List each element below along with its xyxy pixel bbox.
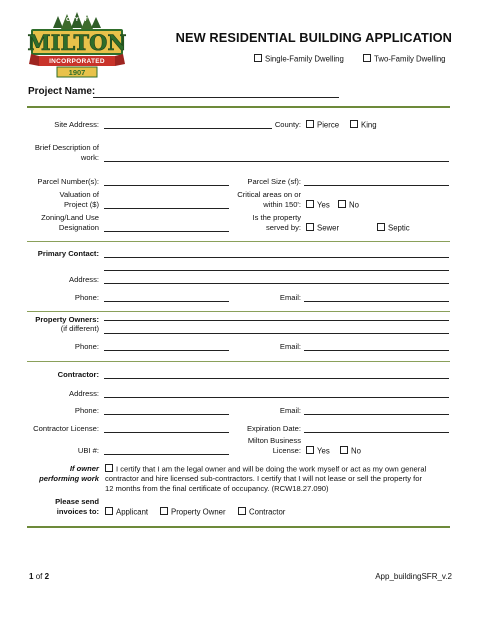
page-title: NEW RESIDENTIAL BUILDING APPLICATION <box>175 30 452 45</box>
checkbox-icon[interactable] <box>377 223 385 231</box>
option-single-family[interactable]: Single-Family Dwelling <box>254 54 344 64</box>
logo-city-of: CITY OF <box>66 17 88 23</box>
page-number: 1 of 2 <box>29 572 50 581</box>
parcel-number-field[interactable] <box>104 185 229 186</box>
project-name-label: Project Name: <box>28 86 96 97</box>
property-owners-label-1: Property Owners: <box>35 315 99 324</box>
divider <box>27 311 450 312</box>
milton-license-label-2: License: <box>272 446 301 455</box>
critical-no-option[interactable]: No <box>338 200 359 210</box>
checkbox-icon[interactable] <box>306 223 314 231</box>
contractor-phone-label: Phone: <box>74 406 99 415</box>
primary-email-label: Email: <box>279 293 301 302</box>
zoning-field[interactable] <box>104 231 229 232</box>
owner-certification[interactable] <box>105 464 451 493</box>
primary-address-field-2[interactable] <box>104 283 449 284</box>
option-two-family[interactable]: Two-Family Dwelling <box>363 54 446 64</box>
parcel-number-label: Parcel Number(s): <box>37 177 99 186</box>
primary-email-field[interactable] <box>304 301 449 302</box>
city-logo <box>27 12 127 78</box>
expiration-date-field[interactable] <box>304 432 449 433</box>
milton-license-yes-option[interactable]: Yes <box>306 446 330 456</box>
owners-phone-label: Phone: <box>74 342 99 351</box>
invoice-contractor-option[interactable]: Contractor <box>238 507 285 517</box>
logo-year: 1907 <box>68 67 86 77</box>
critical-areas-label-2: within 150': <box>263 200 301 209</box>
invoice-property-owner-option[interactable]: Property Owner <box>160 507 226 517</box>
critical-yes-option[interactable]: Yes <box>306 200 330 210</box>
contractor-license-field[interactable] <box>104 432 229 433</box>
primary-address-label: Address: <box>69 275 99 284</box>
parcel-size-label: Parcel Size (sf): <box>247 177 301 186</box>
divider <box>27 361 450 362</box>
county-pierce-option[interactable]: Pierce <box>306 120 339 130</box>
checkbox-icon[interactable] <box>350 120 358 128</box>
zoning-label-2: Designation <box>58 223 99 232</box>
contractor-email-field[interactable] <box>304 414 449 415</box>
checkbox-icon[interactable] <box>338 200 346 208</box>
checkbox-icon[interactable] <box>238 507 246 515</box>
county-king-option[interactable]: King <box>350 120 377 130</box>
owner-certification-line-1: I certify that I am the legal owner and will be doing the work myself or act as my own general <box>105 464 451 474</box>
contractor-label: Contractor: <box>57 370 99 379</box>
ubi-label: UBI #: <box>77 446 99 455</box>
primary-phone-label: Phone: <box>74 293 99 302</box>
served-by-label-2: served by: <box>265 223 301 232</box>
valuation-label-1: Valuation of <box>59 190 99 199</box>
checkbox-icon[interactable] <box>254 54 262 62</box>
primary-contact-field[interactable] <box>104 257 449 258</box>
primary-phone-field[interactable] <box>104 301 229 302</box>
contractor-address-field[interactable] <box>104 397 449 398</box>
brief-description-field[interactable] <box>104 161 449 162</box>
checkbox-icon[interactable] <box>363 54 371 62</box>
invoice-applicant-option[interactable]: Applicant <box>105 507 148 517</box>
zoning-label-1: Zoning/Land Use <box>41 213 99 222</box>
contractor-field[interactable] <box>104 378 449 379</box>
brief-description-label-2: work: <box>80 153 99 162</box>
divider <box>27 241 450 242</box>
valuation-label-2: Project ($) <box>63 200 99 209</box>
checkbox-icon[interactable] <box>105 507 113 515</box>
invoices-label-1: Please send <box>55 497 99 506</box>
contractor-email-label: Email: <box>279 406 301 415</box>
divider <box>27 526 450 528</box>
brief-description-label-1: Brief Description of <box>34 143 99 152</box>
property-owners-field[interactable] <box>104 320 449 321</box>
owners-email-field[interactable] <box>304 350 449 351</box>
owner-work-label-2: performing work <box>39 474 99 483</box>
property-owners-field-2[interactable] <box>104 333 449 334</box>
contractor-phone-field[interactable] <box>104 414 229 415</box>
project-name-field[interactable] <box>93 97 339 98</box>
owner-work-label-1: If owner <box>69 464 99 473</box>
logo-ribbon-text: INCORPORATED <box>49 57 105 65</box>
owner-certification-line-2: contractor and hire licensed sub-contractors. I certify that I will not lease or sell the property for <box>105 474 422 483</box>
checkbox-icon[interactable] <box>105 464 113 472</box>
contractor-address-label: Address: <box>69 389 99 398</box>
owners-email-label: Email: <box>279 342 301 351</box>
expiration-date-label: Expiration Date: <box>246 424 301 433</box>
owner-certification-line-3: 12 months from the final certificate of occupancy. (RCW18.27.090) <box>105 483 329 493</box>
served-by-label-1: Is the property <box>252 213 301 222</box>
milton-license-no-option[interactable]: No <box>340 446 361 456</box>
primary-contact-label: Primary Contact: <box>37 249 99 258</box>
valuation-field[interactable] <box>104 208 229 209</box>
site-address-label: Site Address: <box>54 120 99 129</box>
served-sewer-option[interactable]: Sewer <box>306 223 339 233</box>
primary-address-field[interactable] <box>104 270 449 271</box>
parcel-size-field[interactable] <box>304 185 449 186</box>
divider <box>27 106 450 108</box>
critical-areas-label-1: Critical areas on or <box>237 190 301 199</box>
checkbox-icon[interactable] <box>160 507 168 515</box>
milton-license-label-1: Milton Business <box>247 436 301 445</box>
checkbox-icon[interactable] <box>340 446 348 454</box>
form-id: App_buildingSFR_v.2 <box>375 572 452 581</box>
checkbox-icon[interactable] <box>306 120 314 128</box>
owners-phone-field[interactable] <box>104 350 229 351</box>
checkbox-icon[interactable] <box>306 200 314 208</box>
svg-text:MILTON: MILTON <box>27 30 127 55</box>
contractor-license-label: Contractor License: <box>33 424 99 433</box>
property-owners-label-2: (if different) <box>60 324 99 333</box>
ubi-field[interactable] <box>104 454 229 455</box>
served-septic-option[interactable]: Septic <box>377 223 410 233</box>
checkbox-icon[interactable] <box>306 446 314 454</box>
county-label: County: <box>274 120 301 129</box>
invoices-label-2: invoices to: <box>56 507 99 516</box>
